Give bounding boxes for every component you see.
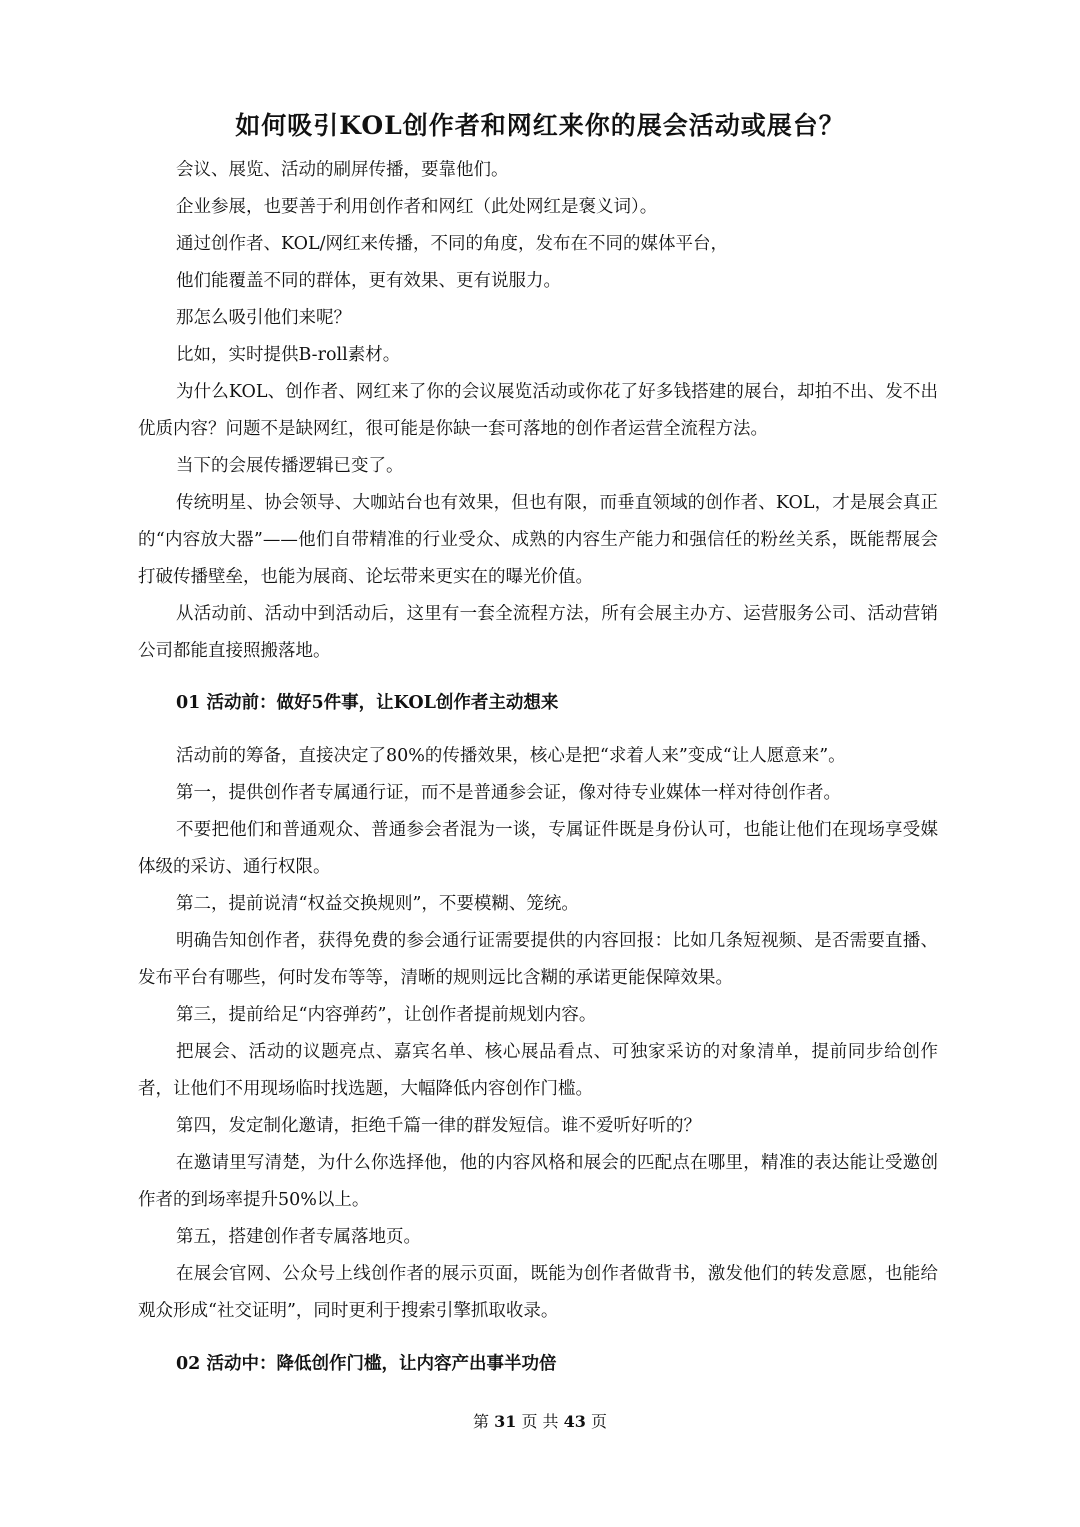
paragraph: 他们能覆盖不同的群体，更有效果、更有说服力。 [176,271,561,291]
paragraph: 明确告知创作者，获得免费的参会通行证需要提供的内容回报：比如几条短视频、是否需要直播、发布平台有哪些，何时发布等等，清晰的规则远比含糊的承诺更能保障效果。 [138,931,938,988]
total-pages-number: 43 [563,1412,586,1431]
paragraph: 在展会官网、公众号上线创作者的展示页面，既能为创作者做背书，激发他们的转发意愿，也能给观众形成“社交证明”，同时更利于搜索引擎抓取收录。 [138,1264,938,1321]
paragraph: 活动前的筹备，直接决定了80%的传播效果，核心是把“求着人来”变成“让人愿意来”。 [176,746,846,766]
paragraph: 比如，实时提供B-roll素材。 [176,345,401,365]
paragraph: 在邀请里写清楚，为什么你选择他，他的内容风格和展会的匹配点在哪里，精准的表达能让受邀创作者的到场率提升50%以上。 [138,1153,938,1210]
document-body [138,152,938,1383]
paragraph: 第四，发定制化邀请，拒绝千篇一律的群发短信。谁不爱听好听的？ [176,1116,701,1136]
footer-prefix: 第 [472,1412,489,1431]
paragraph: 为什么KOL、创作者、网红来了你的会议展览活动或你花了好多钱搭建的展台，却拍不出、发不出优质内容？问题不是缺网红，很可能是你缺一套可落地的创作者运营全流程方法。 [138,382,938,439]
paragraph: 第二，提前说清“权益交换规则”，不要模糊、笼统。 [176,894,579,914]
paragraph: 传统明星、协会领导、大咖站台也有效果，但也有限，而垂直领域的创作者、KOL，才是展会真正的“内容放大器”——他们自带精准的行业受众、成熟的内容生产能力和强信任的粉丝关系，既能帮展会打破传播壁垒，也能为展商、论坛带来更实在的曝光价值。 [138,493,938,587]
paragraph: 会议、展览、活动的刷屏传播，要靠他们。 [176,160,509,180]
paragraph: 那怎么吸引他们来呢？ [176,308,351,328]
section-heading-01: 01 活动前：做好5件事，让KOL创作者主动想来 [176,693,559,713]
page-footer [0,1409,1080,1432]
paragraph: 第一，提供创作者专属通行证，而不是普通参会证，像对待专业媒体一样对待创作者。 [176,783,841,803]
footer-middle: 页 共 [521,1412,559,1431]
paragraph: 把展会、活动的议题亮点、嘉宾名单、核心展品看点、可独家采访的对象清单，提前同步给创作者，让他们不用现场临时找选题，大幅降低内容创作门槛。 [138,1042,938,1099]
paragraph: 不要把他们和普通观众、普通参会者混为一谈，专属证件既是身份认可，也能让他们在现场享受媒体级的采访、通行权限。 [138,820,938,877]
paragraph: 第三，提前给足“内容弹药”，让创作者提前规划内容。 [176,1005,597,1025]
paragraph: 企业参展，也要善于利用创作者和网红（此处网红是褒义词）。 [176,197,658,217]
paragraph: 通过创作者、KOL/网红来传播，不同的角度，发布在不同的媒体平台， [176,234,728,254]
paragraph: 第五，搭建创作者专属落地页。 [176,1227,421,1247]
section-heading-02: 02 活动中：降低创作门槛，让内容产出事半功倍 [176,1354,557,1374]
paragraph: 当下的会展传播逻辑已变了。 [176,456,404,476]
paragraph: 从活动前、活动中到活动后，这里有一套全流程方法，所有会展主办方、运营服务公司、活动营销公司都能直接照搬落地。 [138,604,938,661]
page-title: 如何吸引KOL创作者和网红来你的展会活动或展台？ [235,111,845,140]
current-page-number: 31 [494,1412,517,1431]
footer-suffix: 页 [591,1412,608,1431]
